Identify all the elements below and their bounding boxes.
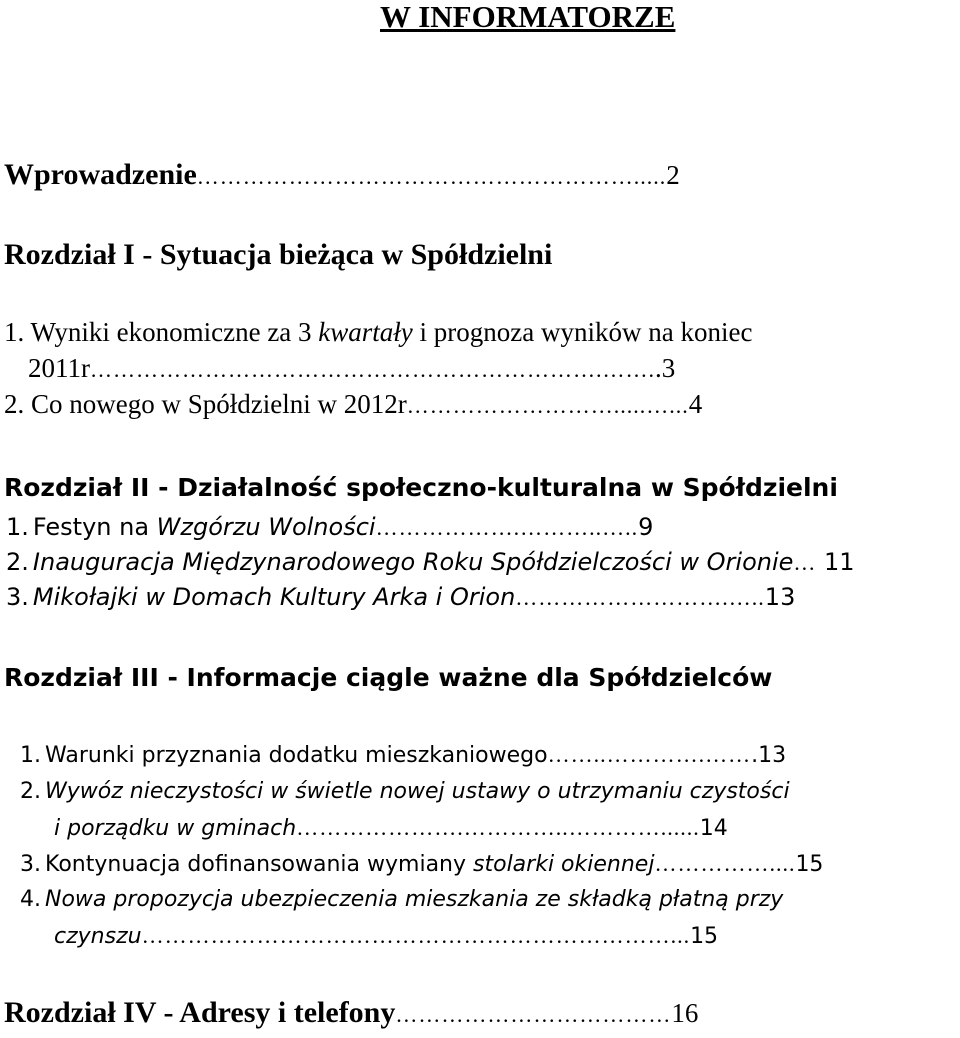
item-text-italic: i porządku w gminach [54, 816, 297, 841]
toc-entry-2-3[interactable] [6, 583, 795, 611]
toc-page-number: 11 [816, 548, 855, 576]
item-text: i prognoza wyników na koniec [412, 317, 753, 347]
toc-leader-dots: ……………….………..….. [375, 515, 639, 540]
toc-leader-dots: ……………………….….. [515, 585, 765, 610]
item-text-italic: stolarki okiennej [473, 852, 655, 877]
toc-entry-2-1[interactable] [6, 513, 653, 541]
toc-page-number: 2 [666, 160, 680, 190]
item-number: 3. [6, 583, 29, 611]
toc-entry-chapter-4[interactable] [4, 996, 698, 1032]
toc-page-number: 14 [699, 816, 728, 841]
toc-entry-3-1[interactable] [20, 742, 786, 768]
item-text: Wyniki ekonomiczne za 3 [30, 317, 319, 347]
toc-entry-3-2-cont[interactable] [54, 815, 728, 841]
toc-leader-dots: ……………………………… [395, 1002, 672, 1027]
toc-page-number: 16 [671, 998, 699, 1028]
toc-leader-dots: …………….... [654, 851, 796, 876]
item-text-italic: Wywóz nieczystości w świetle nowej ustawy o utrzymaniu czystości [45, 779, 790, 804]
toc-page-number: .3 [655, 353, 676, 383]
toc-leader-dots: ………………………………………………………….……. [90, 357, 655, 382]
item-text: Co nowego w Spółdzielni w 2012r [31, 389, 407, 419]
item-text-italic: kwartały [318, 317, 413, 347]
page-title: W INFORMATORZE [380, 0, 676, 34]
item-number: 1. [4, 317, 25, 347]
toc-page-number: 15 [690, 924, 719, 949]
item-text-italic: Wzgórzu Wolności [156, 513, 376, 541]
toc-heading-intro: Wprowadzenie [4, 158, 197, 191]
item-text: Festyn na [32, 513, 157, 541]
item-number: 2. [4, 389, 25, 419]
toc-page-number: 4 [688, 389, 703, 419]
item-number: 2. [6, 548, 29, 576]
toc-entry-2-2[interactable] [6, 548, 855, 576]
toc-entry-3-4-cont[interactable] [54, 923, 718, 949]
toc-leader-dots: ……………………………………………………………... [141, 923, 691, 948]
toc-entry-1-1[interactable] [4, 316, 752, 348]
toc-leader-dots: ………………….…………..…………...... [296, 815, 700, 840]
chapter-2-heading[interactable]: Rozdział II - Działalność społeczno-kulturalna w Spółdzielni [4, 473, 838, 502]
item-number: 1. [20, 743, 41, 768]
item-text-italic: Inauguracja Międzynarodowego Roku Spółdzielczości w Orionie [32, 548, 794, 576]
toc-entry-3-3[interactable] [20, 851, 823, 877]
toc-page-number: 13 [764, 583, 796, 611]
toc-entry-3-4[interactable] [20, 887, 783, 912]
item-number: 3. [20, 852, 41, 877]
item-text: Warunki przyznania dodatku mieszkaniowego [45, 743, 548, 768]
item-text-italic: Mikołajki w Domach Kultury Arka i Orion [32, 583, 516, 611]
item-text-italic: Nowa propozycja ubezpieczenia mieszkania ze składką płatną przy [45, 887, 784, 912]
toc-entry-intro[interactable] [4, 158, 680, 194]
toc-leader-dots: … [793, 550, 817, 575]
toc-leader-dots: ……………………….....…... [406, 393, 689, 418]
toc-leader-dots: …………………………………………………..... [196, 164, 667, 189]
toc-entry-3-2[interactable] [20, 779, 790, 804]
item-number: 1. [6, 513, 29, 541]
toc-entry-1-2[interactable] [4, 388, 702, 422]
chapter-4-heading: Rozdział IV - Adresy i telefony [4, 996, 396, 1029]
toc-page-number: .13 [751, 743, 787, 768]
item-text-italic: czynszu [54, 924, 142, 949]
item-text: 2011r [28, 353, 90, 383]
chapter-3-heading[interactable]: Rozdział III - Informacje ciągle ważne dla Spółdzielców [4, 663, 773, 692]
chapter-1-heading[interactable]: Rozdział I - Sytuacja bieżąca w Spółdzielni [4, 238, 553, 271]
toc-page-number: 15 [795, 852, 824, 877]
item-number: 2. [20, 779, 41, 804]
toc-page-number: 9 [638, 513, 654, 541]
toc-leader-dots: ……..………….…… [547, 742, 752, 767]
toc-entry-1-1-cont[interactable] [28, 352, 675, 386]
item-text: Kontynuacja dofinansowania wymiany [45, 852, 474, 877]
item-number: 4. [20, 887, 41, 912]
